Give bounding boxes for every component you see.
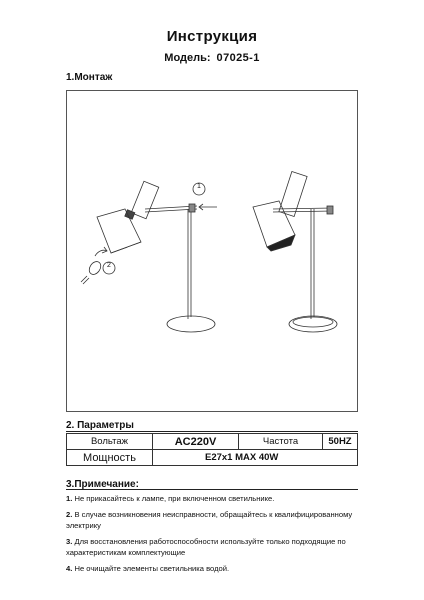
- note-text: В случае возникновения неисправности, обращайтесь к квалифицированному электрику: [66, 510, 353, 530]
- note-text: Не прикасайтесь к лампе, при включенном светильнике.: [74, 494, 275, 503]
- table-row: [67, 434, 358, 450]
- param-label-frequency: Частота: [239, 434, 323, 450]
- param-value-voltage: AC220V: [153, 434, 239, 450]
- list-item: [66, 493, 366, 504]
- installation-diagram: [66, 90, 358, 412]
- param-label-power: Мощность: [67, 450, 153, 466]
- model-line: [0, 52, 424, 64]
- parameters-table: [66, 433, 358, 466]
- list-item: [66, 536, 366, 558]
- note-text: Для восстановления работоспособности используйте только подходящие по характеристикам комплектующие: [66, 537, 346, 557]
- model-label: Модель:: [164, 52, 211, 64]
- lamp-exploded-view: [81, 181, 217, 332]
- list-item: [66, 509, 366, 531]
- param-value-power: E27x1 MAX 40W: [153, 450, 358, 466]
- section-divider: [66, 431, 358, 432]
- table-row: [67, 450, 358, 466]
- param-value-frequency: 50HZ: [323, 434, 358, 450]
- step-2-label: 2: [107, 262, 111, 269]
- note-text: Не очищайте элементы светильника водой.: [74, 564, 230, 573]
- note-number: 4.: [66, 564, 73, 573]
- lamp-drawing: [67, 91, 359, 413]
- list-item: [66, 563, 366, 574]
- section-parameters-heading: 2. Параметры: [66, 420, 134, 431]
- document-title: Инструкция: [166, 28, 258, 45]
- lamp-assembled-view: [253, 172, 337, 332]
- section-divider: [66, 489, 358, 490]
- section-installation-heading: 1.Монтаж: [66, 72, 113, 83]
- note-number: 2.: [66, 510, 73, 519]
- section-notes-heading: 3.Примечание:: [66, 479, 139, 490]
- model-number: 07025-1: [216, 52, 260, 64]
- note-number: 3.: [66, 537, 73, 546]
- notes-list: [66, 493, 366, 579]
- param-label-voltage: Вольтаж: [67, 434, 153, 450]
- note-number: 1.: [66, 494, 73, 503]
- step-1-label: 1: [197, 183, 201, 190]
